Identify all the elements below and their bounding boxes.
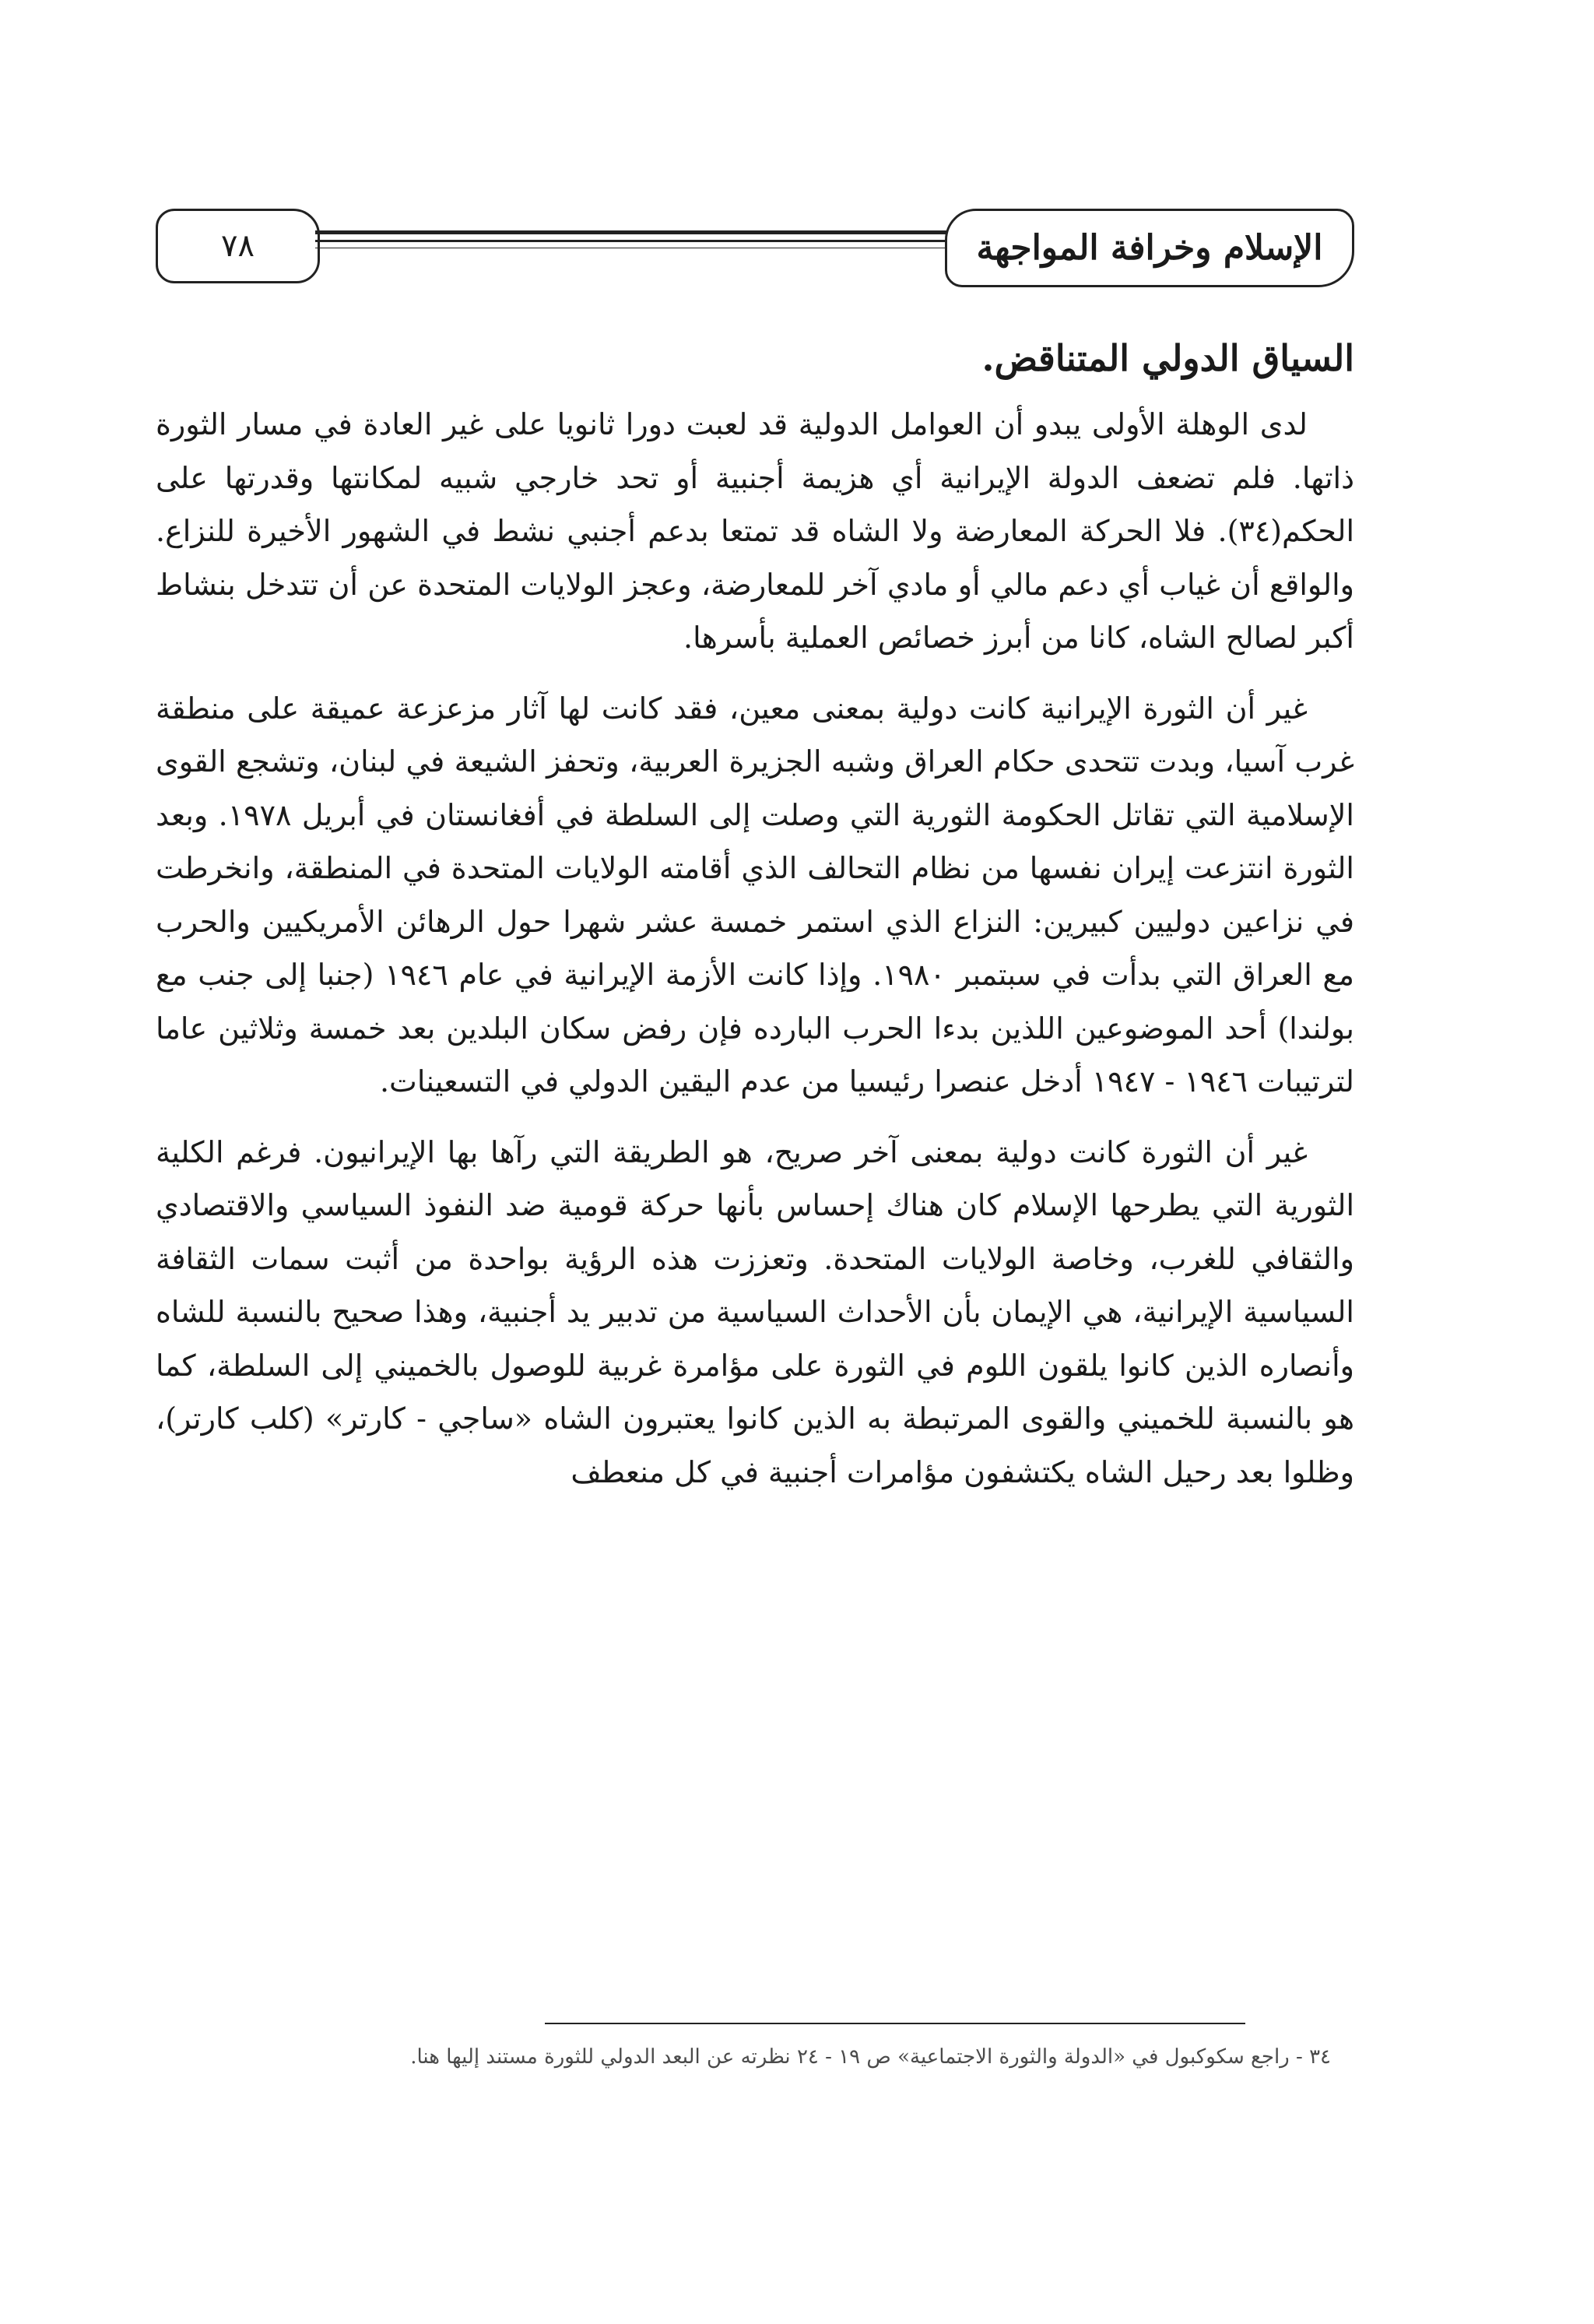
paragraph-1: لدى الوهلة الأولى يبدو أن العوامل الدولية قد لعبت دورا ثانويا على غير العادة في مسار الثورة ذاتها. فلم تضعف الدولة الإيرانية أي هزيمة أجنبية أو تحد خارجي شبيه لمكانتها وقدرتها على الحكم(٣٤). فلا الحركة المعارضة ولا الشاه قد تمتعا بدعم أجنبي نشط في الشهور الأخيرة للنزاع. والواقع أن غياب أي دعم مالي أو مادي آخر للمعارضة، وعجز الولايات المتحدة عن أن تتدخل بنشاط أكبر لصالح الشاه، كانا من أبرز خصائص العملية بأسرها.	[156, 407, 1354, 655]
book-title: الإسلام وخرافة المواجهة	[945, 209, 1354, 287]
paragraph-2: غير أن الثورة الإيرانية كانت دولية بمعنى معين، فقد كانت لها آثار مزعزعة عميقة على منطقة غرب آسيا، وبدت تتحدى حكام العراق وشبه الجزيرة العربية، وتحفز الشيعة في لبنان، وتشجع القوى الإسلامية التي تقاتل الحكومة الثورية التي وصلت إلى السلطة في أفغانستان في أبريل ١٩٧٨. وبعد الثورة انتزعت إيران نفسها من نظام التحالف الذي أقامته الولايات المتحدة في المنطقة، وانخرطت في نزاعين دوليين كبيرين: النزاع الذي استمر خمسة عشر شهرا حول الرهائن الأمريكيين والحرب مع العراق التي بدأت في سبتمبر ١٩٨٠. وإذا كانت الأزمة الإيرانية في عام ١٩٤٦ (جنبا إلى جنب مع بولندا) أحد الموضوعين اللذين بدءا الحرب البارده فإن رفض سكان البلدين بعد خمسة وثلاثين عاما لترتيبات ١٩٤٦ - ١٩٤٧ أدخل عنصرا رئيسيا من عدم اليقين الدولي في التسعينات.	[156, 691, 1355, 1099]
header-rule-middle	[315, 240, 950, 242]
page-header	[156, 185, 1354, 302]
header-rule-thick	[315, 230, 950, 234]
footnote: ٣٤ - راجع سكوكبول في «الدولة والثورة الاجتماعية» ص ١٩ - ٢٤ نظرته عن البعد الدولي للثورة مستند إليها هنا.	[410, 2045, 1331, 2069]
paragraph-3: غير أن الثورة كانت دولية بمعنى آخر صريح، هو الطريقة التي رآها بها الإيرانيون. فرغم الكلية الثورية التي يطرحها الإسلام كان هناك إحساس بأنها حركة قومية ضد النفوذ السياسي والاقتصادي والثقافي للغرب، وخاصة الولايات المتحدة. وتعززت هذه الرؤية بواحدة من أثبت سمات الثقافة السياسية الإيرانية، هي الإيمان بأن الأحداث السياسية من تدبير يد أجنبية، وهذا صحيح بالنسبة للشاه وأنصاره الذين كانوا يلقون اللوم في الثورة على مؤامرة غربية للوصول بالخميني إلى السلطة، كما هو بالنسبة للخميني والقوى المرتبطة به الذين كانوا يعتبرون الشاه «ساجي - كارتر» (كلب كارتر)، وظلوا بعد رحيل الشاه يكتشفون مؤامرات أجنبية في كل منعطف	[156, 1134, 1354, 1489]
section-title: السياق الدولي المتناقض.	[981, 337, 1354, 379]
footnote-separator	[545, 2023, 1245, 2024]
page-body	[156, 331, 1354, 1516]
page-number: ٧٨	[156, 209, 320, 283]
